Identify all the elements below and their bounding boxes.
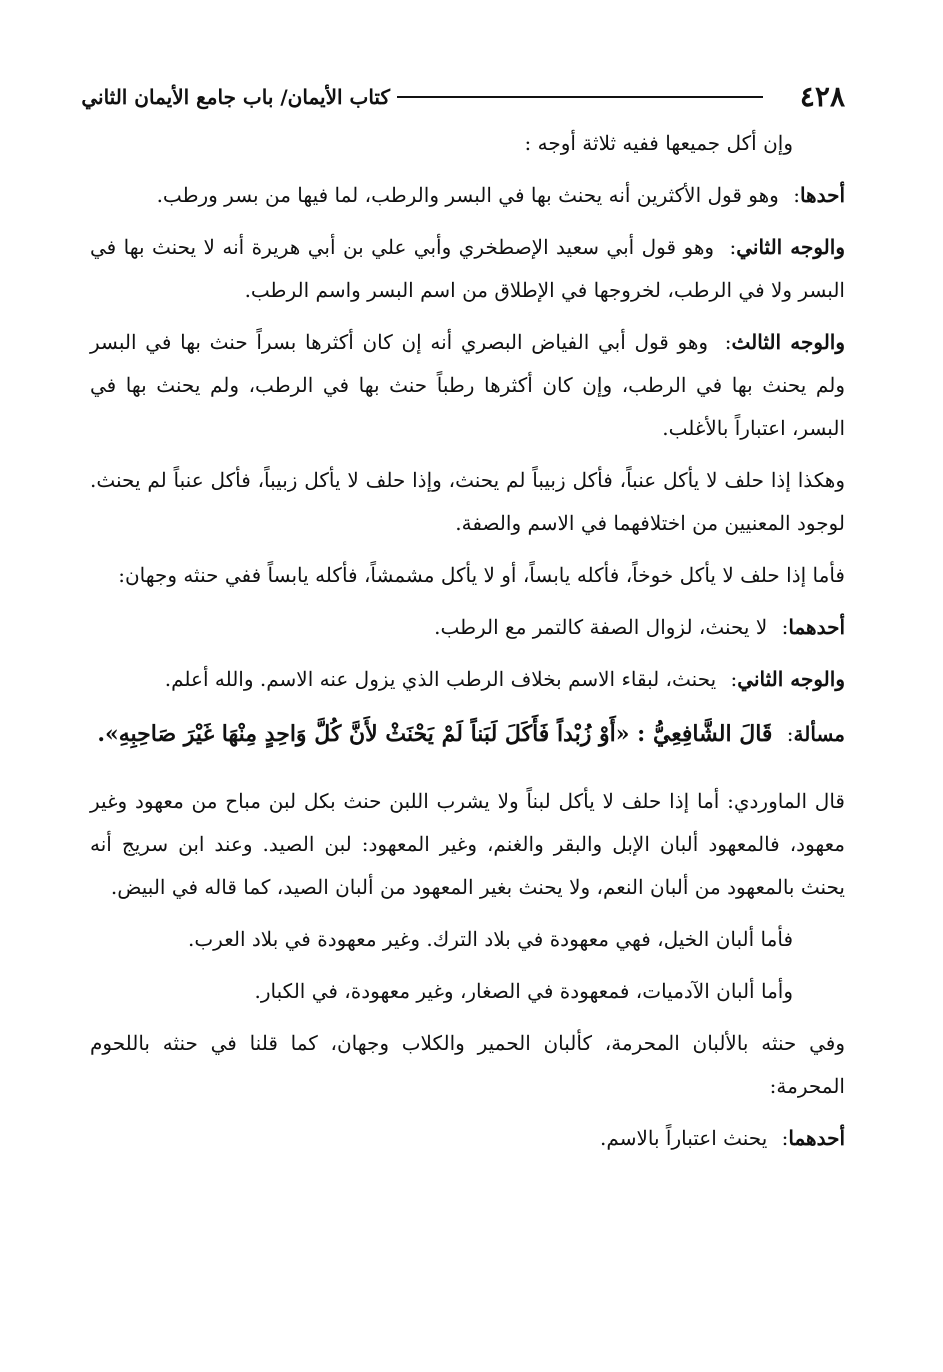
body-text — [90, 122, 845, 1160]
paragraph-text: يحنث اعتباراً بالاسم. — [600, 1126, 768, 1150]
paragraph-text: لا يحنث، لزوال الصفة كالتمر مع الرطب. — [434, 615, 768, 639]
lead-colon: : — [781, 615, 789, 639]
lead-colon: : — [730, 667, 738, 691]
paragraph-text: وفي حنثه بالألبان المحرمة، كألبان الحمير والكلاب وجهان، كما قلنا في حنثه باللحوم المحرمة: — [90, 1031, 845, 1098]
header-rule — [397, 96, 763, 98]
paragraph-intro — [90, 122, 845, 165]
page-header — [81, 70, 845, 122]
paragraph-forbidden-first — [90, 1117, 845, 1160]
lead-colon: : — [781, 1126, 789, 1150]
paragraph-text: وهو قول أبي سعيد الإصطخري وأبي علي بن أبي هريرة أنه لا يحنث بها في البسر ولا في الرطب، لخروجها في الإطلاق من اسم البسر واسم الرطب. — [90, 235, 845, 302]
lead-colon: : — [793, 183, 800, 207]
issue-heading — [90, 711, 845, 758]
paragraph-text: وهو قول الأكثرين أنه يحنث بها في البسر والرطب، لما فيها من بسر ورطب. — [156, 183, 779, 207]
paragraph-human-milk — [90, 970, 845, 1013]
paragraph-lead: والوجه الثاني — [737, 667, 845, 691]
paragraph-text: قال الماوردي: أما إذا حلف لا يأكل لبناً ولا يشرب اللبن حنث بكل لبن مباح من معهود وغير معهود، فالمعهود ألبان الإبل والبقر والغنم، وغير المعهود: لبن الصيد. وعند ابن سريج أنه يحنث بالمعهود من ألبان النعم، ولا يحنث بغير المعهود من ألبان الصيد، كما قاله في البيض. — [90, 789, 845, 899]
document-page — [81, 70, 846, 1340]
paragraph-third-view — [90, 321, 845, 450]
lead-colon: : — [729, 235, 737, 259]
paragraph-lead: أحدهما — [788, 1126, 845, 1150]
shafii-quotation: قَالَ الشَّافِعِيُّ : «أَوْ زُبْداً فَأَكَلَ لَبَناً لَمْ يَحْنَثْ لأَنَّ كُلَّ وَاحِدٍ مِنْهَا غَيْرَ صَاحِبِهِ». — [97, 721, 773, 747]
paragraph-mawardi — [90, 780, 845, 909]
paragraph-forbidden-milk — [90, 1022, 845, 1108]
paragraph-text: يحنث، لبقاء الاسم بخلاف الرطب الذي يزول عنه الاسم. والله أعلم. — [164, 667, 717, 691]
paragraph-dried-second — [90, 658, 845, 701]
paragraph-lead: أحدها — [799, 183, 845, 207]
page-number: ٤٢٨ — [799, 80, 845, 113]
running-title: كتاب الأيمان/ باب جامع الأيمان الثاني — [81, 85, 390, 109]
paragraph-lead: والوجه الثاني — [736, 235, 845, 259]
paragraph-text: وإن أكل جميعها ففيه ثلاثة أوجه : — [524, 131, 793, 155]
paragraph-lead: أحدهما — [788, 615, 845, 639]
paragraph-text: فأما إذا حلف لا يأكل خوخاً، فأكله يابساً، أو لا يأكل مشمشاً، فأكله يابساً ففي حنثه وجهان: — [118, 563, 845, 587]
paragraph-first-view — [90, 174, 845, 217]
paragraph-second-view — [90, 226, 845, 312]
paragraph-horse-milk — [90, 918, 845, 961]
issue-label: مسألة — [793, 722, 845, 746]
paragraph-dried-first — [90, 606, 845, 649]
paragraph-text: وهكذا إذا حلف لا يأكل عنباً، فأكل زبيباً لم يحنث، وإذا حلف لا يأكل زبيباً، فأكل عنباً لم يحنث. لوجود المعنيين من اختلافهما في الاسم والصفة. — [90, 468, 845, 535]
lead-colon: : — [724, 330, 732, 354]
paragraph-lead: والوجه الثالث — [731, 330, 846, 354]
paragraph-text: فأما ألبان الخيل، فهي معهودة في بلاد الترك. وغير معهودة في بلاد العرب. — [188, 927, 793, 951]
paragraph-grapes-raisins — [90, 459, 845, 545]
paragraph-text: وهو قول أبي الفياض البصري أنه إن كان أكثرها بسراً حنث بها في البسر ولم يحنث بها في الرطب، وإن كان أكثرها رطباً حنث بها في الرطب، ولم يحنث بها في البسر، اعتباراً بالأغلب. — [90, 330, 845, 440]
lead-colon: : — [786, 722, 794, 746]
paragraph-text: وأما ألبان الآدميات، فمعهودة في الصغار، وغير معهودة، في الكبار. — [254, 979, 793, 1003]
paragraph-dried-fruit — [90, 554, 845, 597]
